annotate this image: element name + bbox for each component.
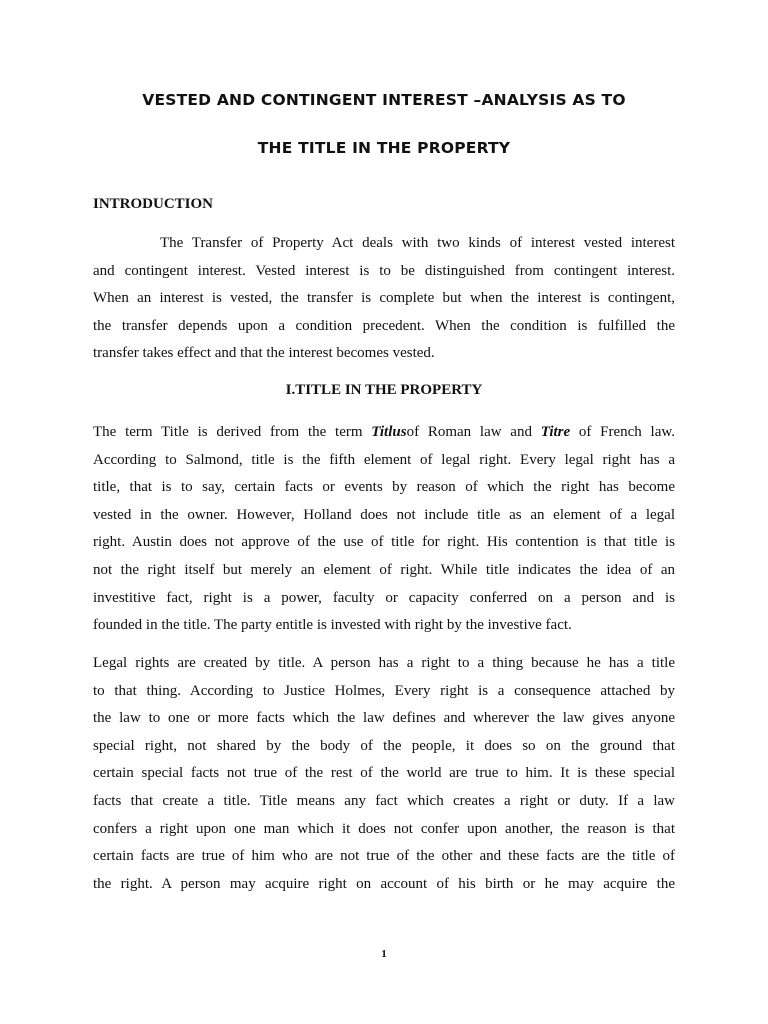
introduction-paragraph — [93, 230, 675, 368]
paragraph-line: According to Salmond, title is the fifth element of legal right. Every legal right has a — [93, 451, 675, 468]
paragraph-line: the right. A person may acquire right on account of his birth or he may acquire the — [93, 875, 675, 892]
paragraph-line: special right, not shared by the body of the people, it does so on the ground that — [93, 737, 675, 754]
page-number: 1 — [381, 948, 387, 960]
paragraph-line: title, that is to say, certain facts or events by reason of which the right has become — [93, 479, 675, 496]
paragraph-line: facts that create a title. Title means any fact which creates a right or duty. If a law — [93, 792, 675, 809]
paragraph-line: When an interest is vested, the transfer is complete but when the interest is contingent, — [93, 290, 675, 307]
paragraph-line — [93, 419, 675, 447]
paragraph-line: the law to one or more facts which the law defines and wherever the law gives anyone — [93, 710, 675, 727]
paragraph-line: certain facts are true of him who are not true of the other and these facts are the title of — [93, 848, 675, 865]
paragraph-line: investitive fact, right is a power, faculty or capacity conferred on a person and is — [93, 589, 675, 606]
document-title-line-1: VESTED AND CONTINGENT INTEREST –ANALYSIS AS TO — [142, 91, 626, 109]
document-title-line-2: THE TITLE IN THE PROPERTY — [257, 139, 511, 157]
paragraph-line: vested in the owner. However, Holland does not include title as an element of a legal — [93, 506, 675, 523]
title-definition-paragraph — [93, 419, 675, 640]
paragraph-line: the transfer depends upon a condition precedent. When the condition is fulfilled the — [93, 317, 675, 334]
text-run: The term Title is derived from the term — [93, 424, 372, 440]
paragraph-line: certain special facts not true of the rest of the world are true to him. It is these special — [93, 765, 675, 782]
text-run: of French law. — [570, 424, 675, 440]
introduction-heading: INTRODUCTION — [93, 196, 214, 212]
paragraph-line: The Transfer of Property Act deals with two kinds of interest vested interest — [160, 235, 675, 251]
paragraph-line: confers a right upon one man which it does not confer upon another, the reason is that — [93, 820, 675, 837]
section-heading-title-in-property: I.TITLE IN THE PROPERTY — [285, 382, 483, 398]
latin-term-titlus: Titlus — [371, 424, 407, 440]
paragraph-line: and contingent interest. Vested interest is to be distinguished from contingent interest. — [93, 262, 675, 279]
paragraph-line: to that thing. According to Justice Holmes, Every right is a consequence attached by — [93, 682, 675, 699]
paragraph-line: transfer takes effect and that the interest becomes vested. — [93, 345, 435, 362]
paragraph-line: right. Austin does not approve of the use of title for right. His contention is that title is — [93, 534, 675, 551]
paragraph-line: founded in the title. The party entitle is invested with right by the investive fact. — [93, 617, 572, 634]
paragraph-line: Legal rights are created by title. A person has a right to a thing because he has a title — [93, 655, 675, 671]
legal-rights-paragraph — [93, 650, 675, 898]
text-run: of Roman law and — [406, 424, 541, 440]
paragraph-line: not the right itself but merely an element of right. While title indicates the idea of an — [93, 561, 675, 578]
french-term-titre: Titre — [540, 424, 571, 440]
